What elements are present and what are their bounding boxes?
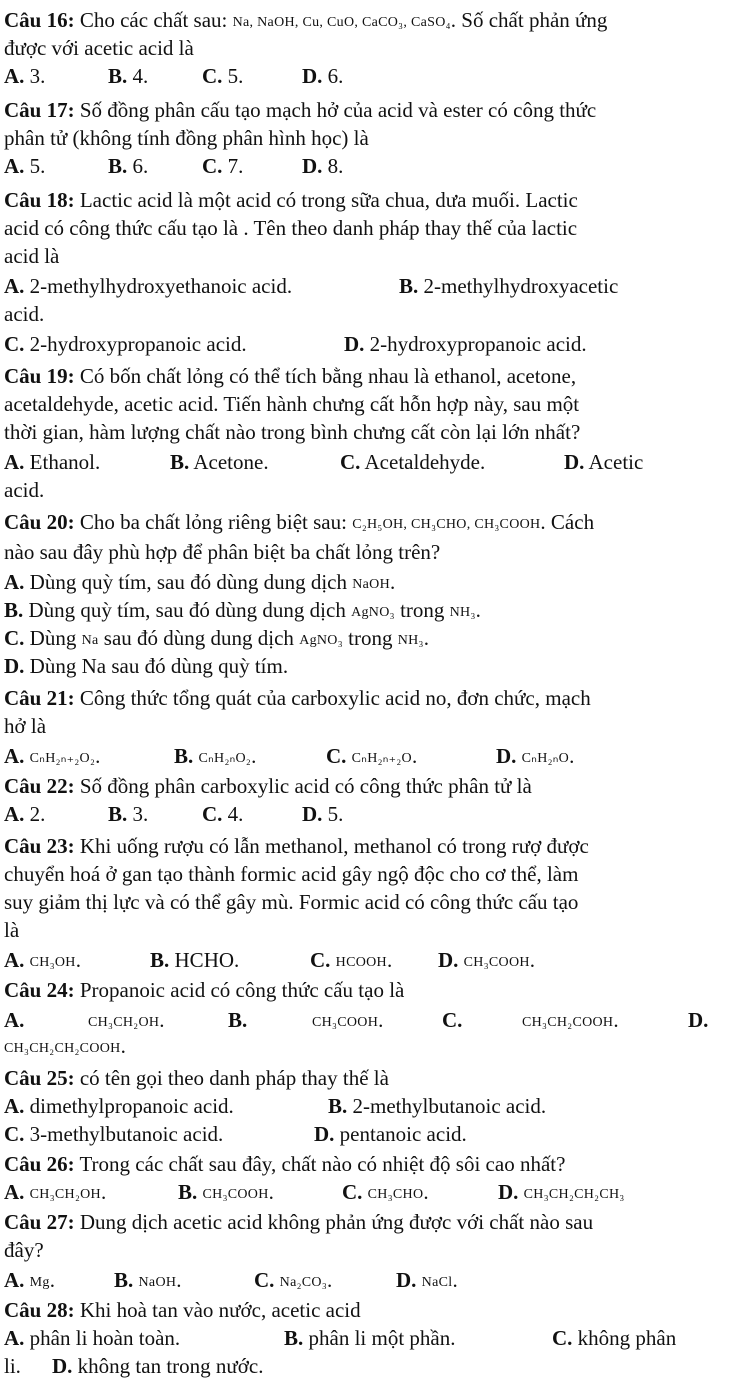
q25-option-c[interactable]: C. 3-methylbutanoic acid. [4,1122,224,1146]
q23-stem: Khi uống rượu có lẫn methanol, methanol có trong rượ được [79,834,589,858]
q21-number: Câu 21: [4,686,75,710]
q27-option-b[interactable]: B. NaOH. [114,1268,182,1292]
q21-option-b[interactable]: B. CₙH₂ₙO₂. [174,744,257,768]
q26-number: Câu 26: [4,1152,75,1176]
q26-option-d[interactable]: D. CH₃CH₂CH₂CH₃ [498,1180,625,1204]
q20-option-c-reagent: AgNO₃ [299,633,343,648]
q28-option-d[interactable]: D. không tan trong nước. [52,1354,264,1378]
q28-stem: Khi hoà tan vào nước, acetic acid [79,1298,361,1322]
q24-option-d-key[interactable]: D. [688,1008,709,1032]
q16-option-b[interactable]: B. 4. [108,64,149,88]
q20-option-c-sodium: Na [81,633,99,648]
q26-stem: Trong các chất sau đây, chất nào có nhiệt độ sôi cao nhất? [79,1152,566,1176]
q18-option-b-cont[interactable]: acid. [4,302,45,326]
q17-options [4,154,343,178]
q24-option-c[interactable]: CH₃CH₂COOH. [522,1008,619,1032]
q20-number: Câu 20: [4,510,75,534]
q22-option-a[interactable]: A. 2. [4,802,46,826]
q21-option-c[interactable]: C. CₙH₂ₙ₊₂O. [326,744,418,768]
q20-line1 [4,510,594,534]
q21-options [4,744,574,768]
q20-option-a[interactable]: A. Dùng quỳ tím, sau đó dùng dung dịch NaOH. [4,570,396,594]
q17-stem: Số đồng phân cấu tạo mạch hở của acid và ester có công thức [79,98,597,122]
q24-option-b[interactable]: CH₃COOH. [312,1008,384,1032]
q20-option-d[interactable]: D. Dùng Na sau đó dùng quỳ tím. [4,654,289,678]
q16-line2 [4,36,194,60]
q28-option-c-cont[interactable]: li. [4,1354,21,1378]
q19-option-a[interactable]: A. Ethanol. [4,450,101,474]
q25-number: Câu 25: [4,1066,75,1090]
q20-option-b-reagent: AgNO₃ [351,605,395,620]
q23-stem-line3: suy giảm thị lực và có thể gây mù. Formic acid có công thức cấu tạo [4,890,579,914]
q17-number: Câu 17: [4,98,75,122]
q27-option-d[interactable]: D. NaCl. [396,1268,458,1292]
q25-options-row2 [4,1122,467,1146]
q23-option-c[interactable]: C. HCOOH. [310,948,393,972]
q22-options [4,802,343,826]
q19-number: Câu 19: [4,364,75,388]
q18-stem-line3: acid là [4,244,60,268]
q20-line2 [4,540,440,564]
q16-number: Câu 16: [4,8,75,32]
q21-line1 [4,686,591,710]
q16-stem-cont: . Số chất phản ứng [450,8,608,32]
q25-options-row1 [4,1094,546,1118]
q20-stem-line2: nào sau đây phù hợp để phân biệt ba chất lỏng trên? [4,540,441,564]
q19-line3 [4,420,580,444]
q16-line1 [4,8,607,32]
q16-options [4,64,343,88]
q18-options-row2 [4,302,44,326]
q16-option-c[interactable]: C. 5. [202,64,244,88]
q23-option-d[interactable]: D. CH₃COOH. [438,948,536,972]
q19-stem: Có bốn chất lỏng có thể tích bằng nhau là ethanol, acetone, [79,364,577,388]
q28-options-row2 [4,1354,263,1378]
q17-line1 [4,98,596,122]
q23-stem-line2: chuyển hoá ở gan tạo thành formic acid gây ngộ độc cho cơ thể, làm [4,862,579,886]
q28-option-c[interactable]: C. không phân [552,1326,677,1350]
q19-options-row2 [4,478,44,502]
q27-option-a[interactable]: A. Mg. [4,1268,55,1292]
q27-stem-line2: đây? [4,1238,44,1262]
q20-option-c-ammonia: NH₃ [397,633,424,648]
q19-option-c[interactable]: C. Acetaldehyde. [340,450,486,474]
q23-number: Câu 23: [4,834,75,858]
q25-line1 [4,1066,389,1090]
q28-line1 [4,1298,361,1322]
q19-option-d[interactable]: D. Acetic [564,450,644,474]
q21-line2 [4,714,46,738]
q28-number: Câu 28: [4,1298,75,1322]
q23-option-a[interactable]: A. CH₃OH. [4,948,81,972]
q26-option-c[interactable]: C. CH₃CHO. [342,1180,429,1204]
q18-options-row1 [4,274,618,298]
q21-option-a[interactable]: A. CₙH₂ₙ₊₂O₂. [4,744,101,768]
q27-stem: Dung dịch acetic acid không phản ứng được với chất nào sau [79,1210,594,1234]
q17-option-a[interactable]: A. 5. [4,154,46,178]
q18-option-b[interactable]: B. 2-methylhydroxyacetic [399,274,619,298]
q23-line4 [4,918,19,942]
q24-number: Câu 24: [4,978,75,1002]
q18-number: Câu 18: [4,188,75,212]
q20-formula: C₂H₅OH, CH₃CHO, CH₃COOH [352,517,541,532]
q22-option-b[interactable]: B. 3. [108,802,149,826]
q18-line1 [4,188,578,212]
q22-option-c[interactable]: C. 4. [202,802,244,826]
q19-option-b[interactable]: B. Acetone. [170,450,269,474]
q27-option-c[interactable]: C. Na₂CO₃. [254,1268,333,1292]
q24-stem: Propanoic acid có công thức cấu tạo là [79,978,405,1002]
q19-stem-line3: thời gian, hàm lượng chất nào trong bình chưng cất còn lại lớn nhất? [4,420,581,444]
q20-stem-cont: . Cách [540,510,595,534]
q19-option-d-cont[interactable]: acid. [4,478,45,502]
q24-option-c-key[interactable]: C. [442,1008,463,1032]
q17-option-c[interactable]: C. 7. [202,154,244,178]
q24-option-a[interactable]: CH₃CH₂OH. [88,1008,165,1032]
q27-options [4,1268,458,1292]
q18-stem-line2: acid có công thức cấu tạo là . Tên theo danh pháp thay thế của lactic [4,216,578,240]
q19-line1 [4,364,576,388]
q17-option-d[interactable]: D. 8. [302,154,344,178]
q16-stem-line2: được với acetic acid là [4,36,194,60]
q20-option-a-reagent: NaOH [352,577,390,592]
q28-option-b[interactable]: B. phân li một phần. [284,1326,456,1350]
q26-line1 [4,1152,565,1176]
q24-option-a-key[interactable]: A. [4,1008,25,1032]
q19-options-row1 [4,450,643,474]
q22-number: Câu 22: [4,774,75,798]
q18-option-c[interactable]: C. 2-hydroxypropanoic acid. [4,332,247,356]
q17-line2 [4,126,369,150]
q16-option-d[interactable]: D. 6. [302,64,344,88]
q22-option-d[interactable]: D. 5. [302,802,344,826]
q26-options [4,1180,625,1204]
q20-option-b-ammonia: NH₃ [449,605,476,620]
q23-line2 [4,862,578,886]
q25-option-d[interactable]: D. pentanoic acid. [314,1122,467,1146]
q16-stem: Cho các chất sau: [79,8,228,32]
q23-line3 [4,890,578,914]
q19-stem-line2: acetaldehyde, acetic acid. Tiến hành chưng cất hỗn hợp này, sau một [4,392,580,416]
q23-stem-line4: là [4,918,20,942]
q26-option-a[interactable]: A. CH₃CH₂OH. [4,1180,107,1204]
q19-line2 [4,392,579,416]
q21-stem: Công thức tổng quát của carboxylic acid no, đơn chức, mạch [79,686,591,710]
q23-line1 [4,834,589,858]
q28-options-row1 [4,1326,676,1350]
q18-option-a[interactable]: A. 2-methylhydroxyethanoic acid. [4,274,293,298]
q17-stem-line2: phân tử (không tính đồng phân hình học) là [4,126,369,150]
q27-line2 [4,1238,44,1262]
q25-option-b[interactable]: B. 2-methylbutanoic acid. [328,1094,547,1118]
q23-option-b[interactable]: B. HCHO. [150,948,240,972]
q24-options-row2 [4,1034,126,1058]
q27-line1 [4,1210,593,1234]
q25-stem: có tên gọi theo danh pháp thay thế là [79,1066,389,1090]
q18-option-d[interactable]: D. 2-hydroxypropanoic acid. [344,332,587,356]
q18-stem: Lactic acid là một acid có trong sữa chua, dưa muối. Lactic [79,188,578,212]
q22-line1 [4,774,532,798]
q21-stem-line2: hở là [4,714,47,738]
q20-option-c[interactable]: C. Dùng Na sau đó dùng dung dịch AgNO₃ trong NH₃. [4,626,429,650]
q18-options-row3 [4,332,587,356]
q18-line2 [4,216,577,240]
q26-option-b[interactable]: B. CH₃COOH. [178,1180,274,1204]
q21-option-d[interactable]: D. CₙH₂ₙO. [496,744,575,768]
q16-option-a[interactable]: A. 3. [4,64,46,88]
q22-stem: Số đồng phân carboxylic acid có công thức phân tử là [79,774,532,798]
q25-option-a[interactable]: A. dimethylpropanoic acid. [4,1094,234,1118]
q17-option-b[interactable]: B. 6. [108,154,149,178]
q24-options-row1 [4,1008,708,1032]
q16-formula: Na, NaOH, Cu, CuO, CaCO₃, CaSO₄ [232,15,451,30]
q27-number: Câu 27: [4,1210,75,1234]
q24-line1 [4,978,404,1002]
q18-line3 [4,244,59,268]
q23-options [4,948,535,972]
q28-option-a[interactable]: A. phân li hoàn toàn. [4,1326,181,1350]
q24-option-d[interactable]: CH₃CH₂CH₂COOH. [4,1034,126,1058]
q24-option-b-key[interactable]: B. [228,1008,248,1032]
q20-stem: Cho ba chất lỏng riêng biệt sau: [79,510,347,534]
q20-option-b[interactable]: B. Dùng quỳ tím, sau đó dùng dung dịch AgNO₃ trong NH₃. [4,598,481,622]
